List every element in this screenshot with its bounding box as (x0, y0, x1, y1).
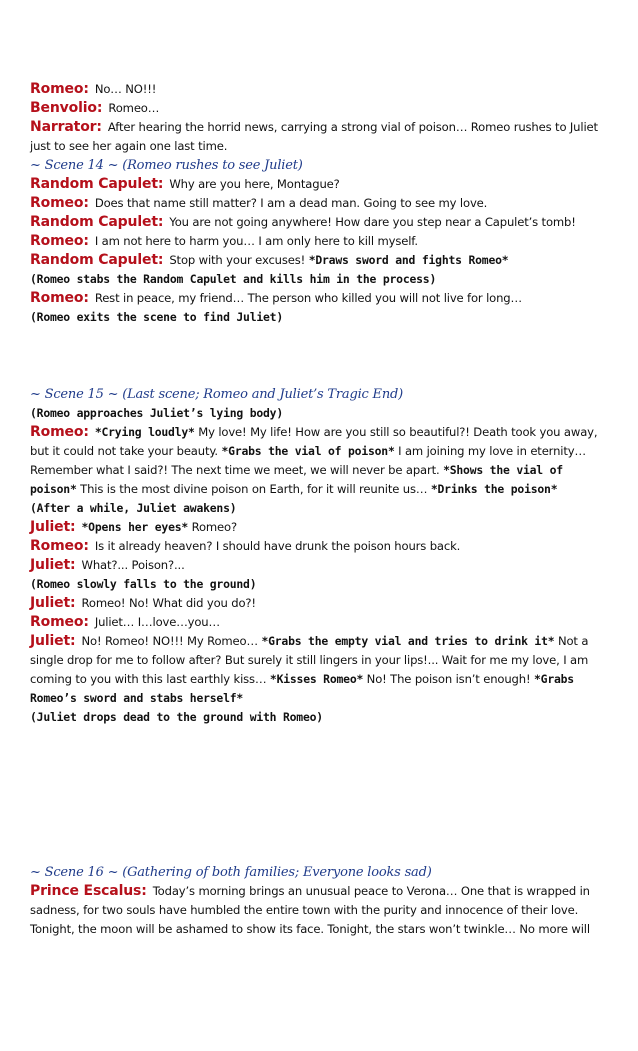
dialogue-line (30, 537, 610, 556)
stage-direction: (After a while, Juliet awakens) (30, 501, 237, 515)
line-text: You are not going anywhere! How dare you step near a Capulet’s tomb! (169, 215, 576, 229)
speaker-name: Juliet: (30, 595, 76, 611)
dialogue-line (30, 213, 610, 232)
line-text: I am not here to harm you… I am only here to kill myself. (94, 234, 418, 248)
line-text: Romeo? (188, 520, 237, 534)
stage-action: *Shows the vial of poison* (30, 463, 563, 496)
dialogue-line (30, 80, 610, 99)
line-text: This is the most divine poison on Earth, for it will reunite us… (76, 482, 431, 496)
dialogue-line (30, 232, 610, 251)
dialogue-line (30, 613, 610, 632)
scene-heading: ~ Scene 16 ~ (Gathering of both families; Everyone looks sad) (30, 865, 432, 880)
line-text: Does that name still matter? I am a dead man. Going to see my love. (94, 196, 488, 210)
stage-action: *Grabs the empty vial and tries to drink it* (261, 634, 555, 648)
speaker-name: Narrator: (30, 119, 102, 135)
line-text: Juliet… I…love…you… (94, 615, 220, 629)
line-text: Rest in peace, my friend… The person who killed you will not live for long… (94, 291, 522, 305)
line-text: No! Romeo! NO!!! My Romeo… (81, 634, 262, 648)
line-text: After hearing the horrid news, carrying a strong vial of poison… Romeo rushes to Juliet just to see her again one last time. (30, 120, 598, 153)
stage-action: *Grabs the vial of poison* (221, 444, 395, 458)
line-text: My love! My life! How are you still so beautiful?! Death took you away, but it could not take your beauty. (30, 425, 598, 458)
dialogue-line (30, 423, 610, 499)
speaker-name: Romeo: (30, 195, 89, 211)
dialogue-line (30, 251, 610, 270)
scene-heading: ~ Scene 15 ~ (Last scene; Romeo and Juliet’s Tragic End) (30, 387, 404, 402)
speaker-name: Romeo: (30, 424, 89, 440)
speaker-name: Random Capulet: (30, 176, 164, 192)
dialogue-line (30, 556, 610, 575)
speaker-name: Juliet: (30, 557, 76, 573)
stage-action: *Grabs Romeo’s sword and stabs herself* (30, 672, 574, 705)
dialogue-line (30, 194, 610, 213)
line-text: Not a single drop for me to follow after? But surely it still lingers in your lips!... Wait for me my love, I am coming to you with this last earthly kiss… (30, 634, 589, 686)
speaker-name: Romeo: (30, 290, 89, 306)
line-text: Romeo! No! What did you do?! (81, 596, 256, 610)
line-text: Stop with your excuses! (169, 253, 309, 267)
speaker-name: Random Capulet: (30, 252, 164, 268)
line-text: I am joining my love in eternity… Remember what I said?! The next time we meet, we will never be apart. (30, 444, 586, 477)
speaker-name: Random Capulet: (30, 214, 164, 230)
dialogue-line (30, 99, 610, 118)
line-text: No! The poison isn’t enough! (363, 672, 535, 686)
line-text: Why are you here, Montague? (169, 177, 340, 191)
dialogue-line (30, 632, 610, 708)
dialogue-line (30, 594, 610, 613)
script-block-3 (30, 863, 610, 939)
speaker-name: Prince Escalus: (30, 883, 147, 899)
stage-direction: (Romeo slowly falls to the ground) (30, 577, 257, 591)
speaker-name: Romeo: (30, 614, 89, 630)
line-text: Today’s morning brings an unusual peace to Verona… One that is wrapped in sadness, for two souls have humbled the entire town with the purity and innocence of their love. Tonight, the moon will be ashamed to show its face. Tonight, the stars won’t twinkle… No more will (30, 884, 590, 936)
speaker-name: Juliet: (30, 519, 76, 535)
line-text: What?... Poison?... (81, 558, 185, 572)
stage-action: *Drinks the poison* (430, 482, 558, 496)
line-text: Romeo… (108, 101, 160, 115)
speaker-name: Benvolio: (30, 100, 103, 116)
speaker-name: Juliet: (30, 633, 76, 649)
stage-action: *Kisses Romeo* (269, 672, 364, 686)
stage-direction: (Romeo exits the scene to find Juliet) (30, 310, 283, 324)
stage-direction: (Juliet drops dead to the ground with Romeo) (30, 710, 323, 724)
dialogue-line (30, 175, 610, 194)
dialogue-line (30, 118, 610, 156)
dialogue-line (30, 289, 610, 308)
speaker-name: Romeo: (30, 538, 89, 554)
speaker-name: Romeo: (30, 233, 89, 249)
line-text: Is it already heaven? I should have drunk the poison hours back. (94, 539, 461, 553)
stage-action: *Opens her eyes* (81, 520, 189, 534)
stage-action: *Draws sword and fights Romeo* (308, 253, 509, 267)
scene-heading: ~ Scene 14 ~ (Romeo rushes to see Juliet) (30, 158, 303, 173)
stage-direction: (Romeo stabs the Random Capulet and kills him in the process) (30, 272, 437, 286)
dialogue-line (30, 882, 610, 939)
script-block-2 (30, 385, 610, 727)
stage-direction: (Romeo approaches Juliet’s lying body) (30, 406, 283, 420)
script-block-1 (30, 80, 610, 327)
dialogue-line (30, 518, 610, 537)
speaker-name: Romeo: (30, 81, 89, 97)
line-text: No… NO!!! (94, 82, 157, 96)
stage-action: *Crying loudly* (94, 425, 195, 439)
